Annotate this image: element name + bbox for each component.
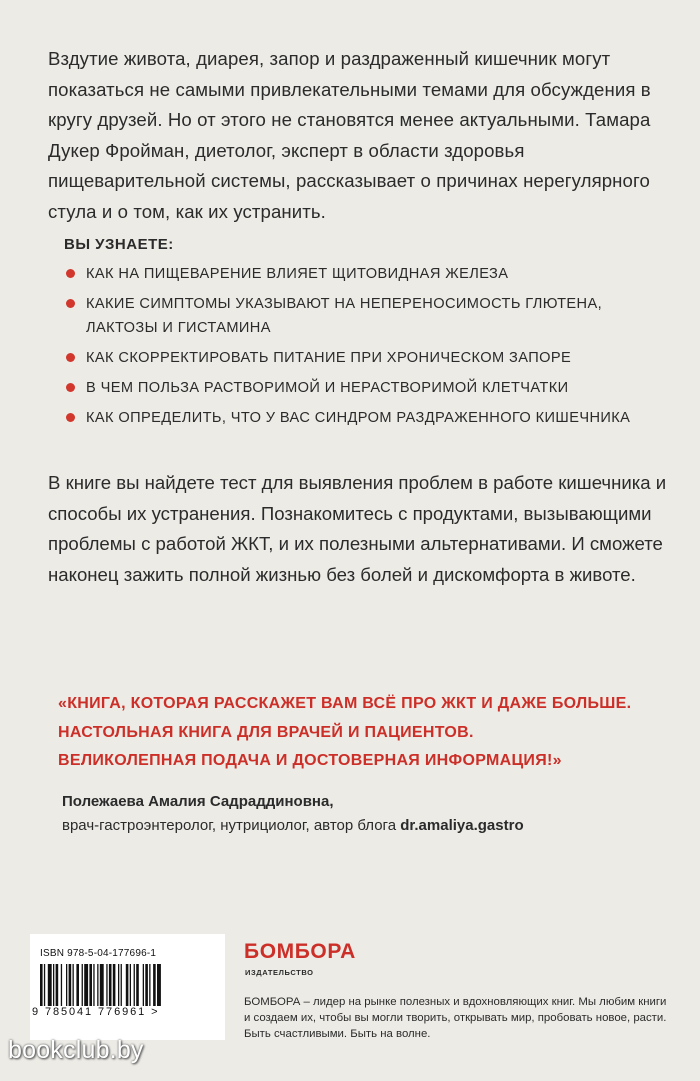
learn-item-text: КАК ОПРЕДЕЛИТЬ, ЧТО У ВАС СИНДРОМ РАЗДРАЖЕННОГО КИШЕЧНИКА: [86, 410, 631, 426]
author-name: Полежаева Амалия Садраддиновна,: [62, 793, 334, 810]
site-watermark: bookclub.by: [8, 1036, 144, 1064]
learn-list: [66, 262, 666, 436]
isbn-label: ISBN 978-5-04-177696-1: [40, 948, 157, 959]
learn-item-text: КАК СКОРРЕКТИРОВАТЬ ПИТАНИЕ ПРИ ХРОНИЧЕСКОМ ЗАПОРЕ: [86, 350, 572, 366]
learn-list-item: [66, 292, 666, 340]
red-bullet-icon: [66, 383, 75, 392]
red-bullet-icon: [66, 353, 75, 362]
barcode-digits: 9 785041 776961 >: [32, 1006, 160, 1018]
red-bullet-icon: [66, 413, 75, 422]
author-blog: dr.amaliya.gastro: [400, 817, 524, 834]
learn-list-item: [66, 346, 666, 370]
intro-paragraph: [48, 44, 668, 227]
review-quote: [58, 690, 658, 776]
quote-line: ВЕЛИКОЛЕПНАЯ ПОДАЧА И ДОСТОВЕРНАЯ ИНФОРМАЦИЯ!»: [58, 752, 562, 769]
learn-list-item: [66, 406, 666, 430]
learn-item-text: В ЧЕМ ПОЛЬЗА РАСТВОРИМОЙ И НЕРАСТВОРИМОЙ КЛЕТЧАТКИ: [86, 380, 569, 396]
red-bullet-icon: [66, 299, 75, 308]
author-description: [62, 814, 662, 838]
learn-item-text: КАКИЕ СИМПТОМЫ УКАЗЫВАЮТ НА НЕПЕРЕНОСИМОСТЬ ГЛЮТЕНА, ЛАКТОЗЫ И ГИСТАМИНА: [86, 296, 603, 336]
publisher-subtitle: ИЗДАТЕЛЬСТВО: [245, 968, 314, 977]
publisher-logo: БОМБОРА: [244, 940, 356, 963]
barcode-box: [30, 934, 225, 1040]
red-bullet-icon: [66, 269, 75, 278]
outro-paragraph: [48, 468, 668, 590]
publisher-description: БОМБОРА – лидер на рынке полезных и вдохновляющих книг. Мы любим книги и создаем их, чтобы вы могли творить, открывать мир, пробовать новое, расти. Быть счастливыми. Быть на волне.: [244, 996, 667, 1040]
quote-author: [62, 790, 662, 838]
quote-line: НАСТОЛЬНАЯ КНИГА ДЛЯ ВРАЧЕЙ И ПАЦИЕНТОВ.: [58, 723, 474, 741]
learn-list-item: [66, 262, 666, 286]
learn-item-text: КАК НА ПИЩЕВАРЕНИЕ ВЛИЯЕТ ЩИТОВИДНАЯ ЖЕЛЕЗА: [86, 266, 509, 282]
learn-list-item: [66, 376, 666, 400]
learn-heading: ВЫ УЗНАЕТЕ:: [64, 236, 174, 253]
intro-text: Вздутие живота, диарея, запор и раздраженный кишечник могут показаться не самыми привлекательными темами для обсуждения в кругу друзей. Но от этого не становятся менее актуальными. Тамара Дукер Фройман, диетолог, эксперт в области здоровья пищеварительной системы, рассказывает о причинах нерегулярного стула и о том, как их устранить.: [48, 48, 651, 222]
author-role: врач-гастроэнтеролог, нутрициолог, автор блога: [62, 817, 397, 834]
barcode-icon: [40, 964, 216, 1006]
quote-line: «КНИГА, КОТОРАЯ РАССКАЖЕТ ВАМ ВСЁ ПРО ЖКТ И ДАЖЕ БОЛЬШЕ.: [58, 695, 632, 712]
outro-text: В книге вы найдете тест для выявления проблем в работе кишечника и способы их устранения. Познакомитесь с продуктами, вызывающими проблемы с работой ЖКТ, и их полезными альтернативами. И сможете наконец зажить полной жизнью без болей и дискомфорта в животе.: [48, 472, 667, 585]
